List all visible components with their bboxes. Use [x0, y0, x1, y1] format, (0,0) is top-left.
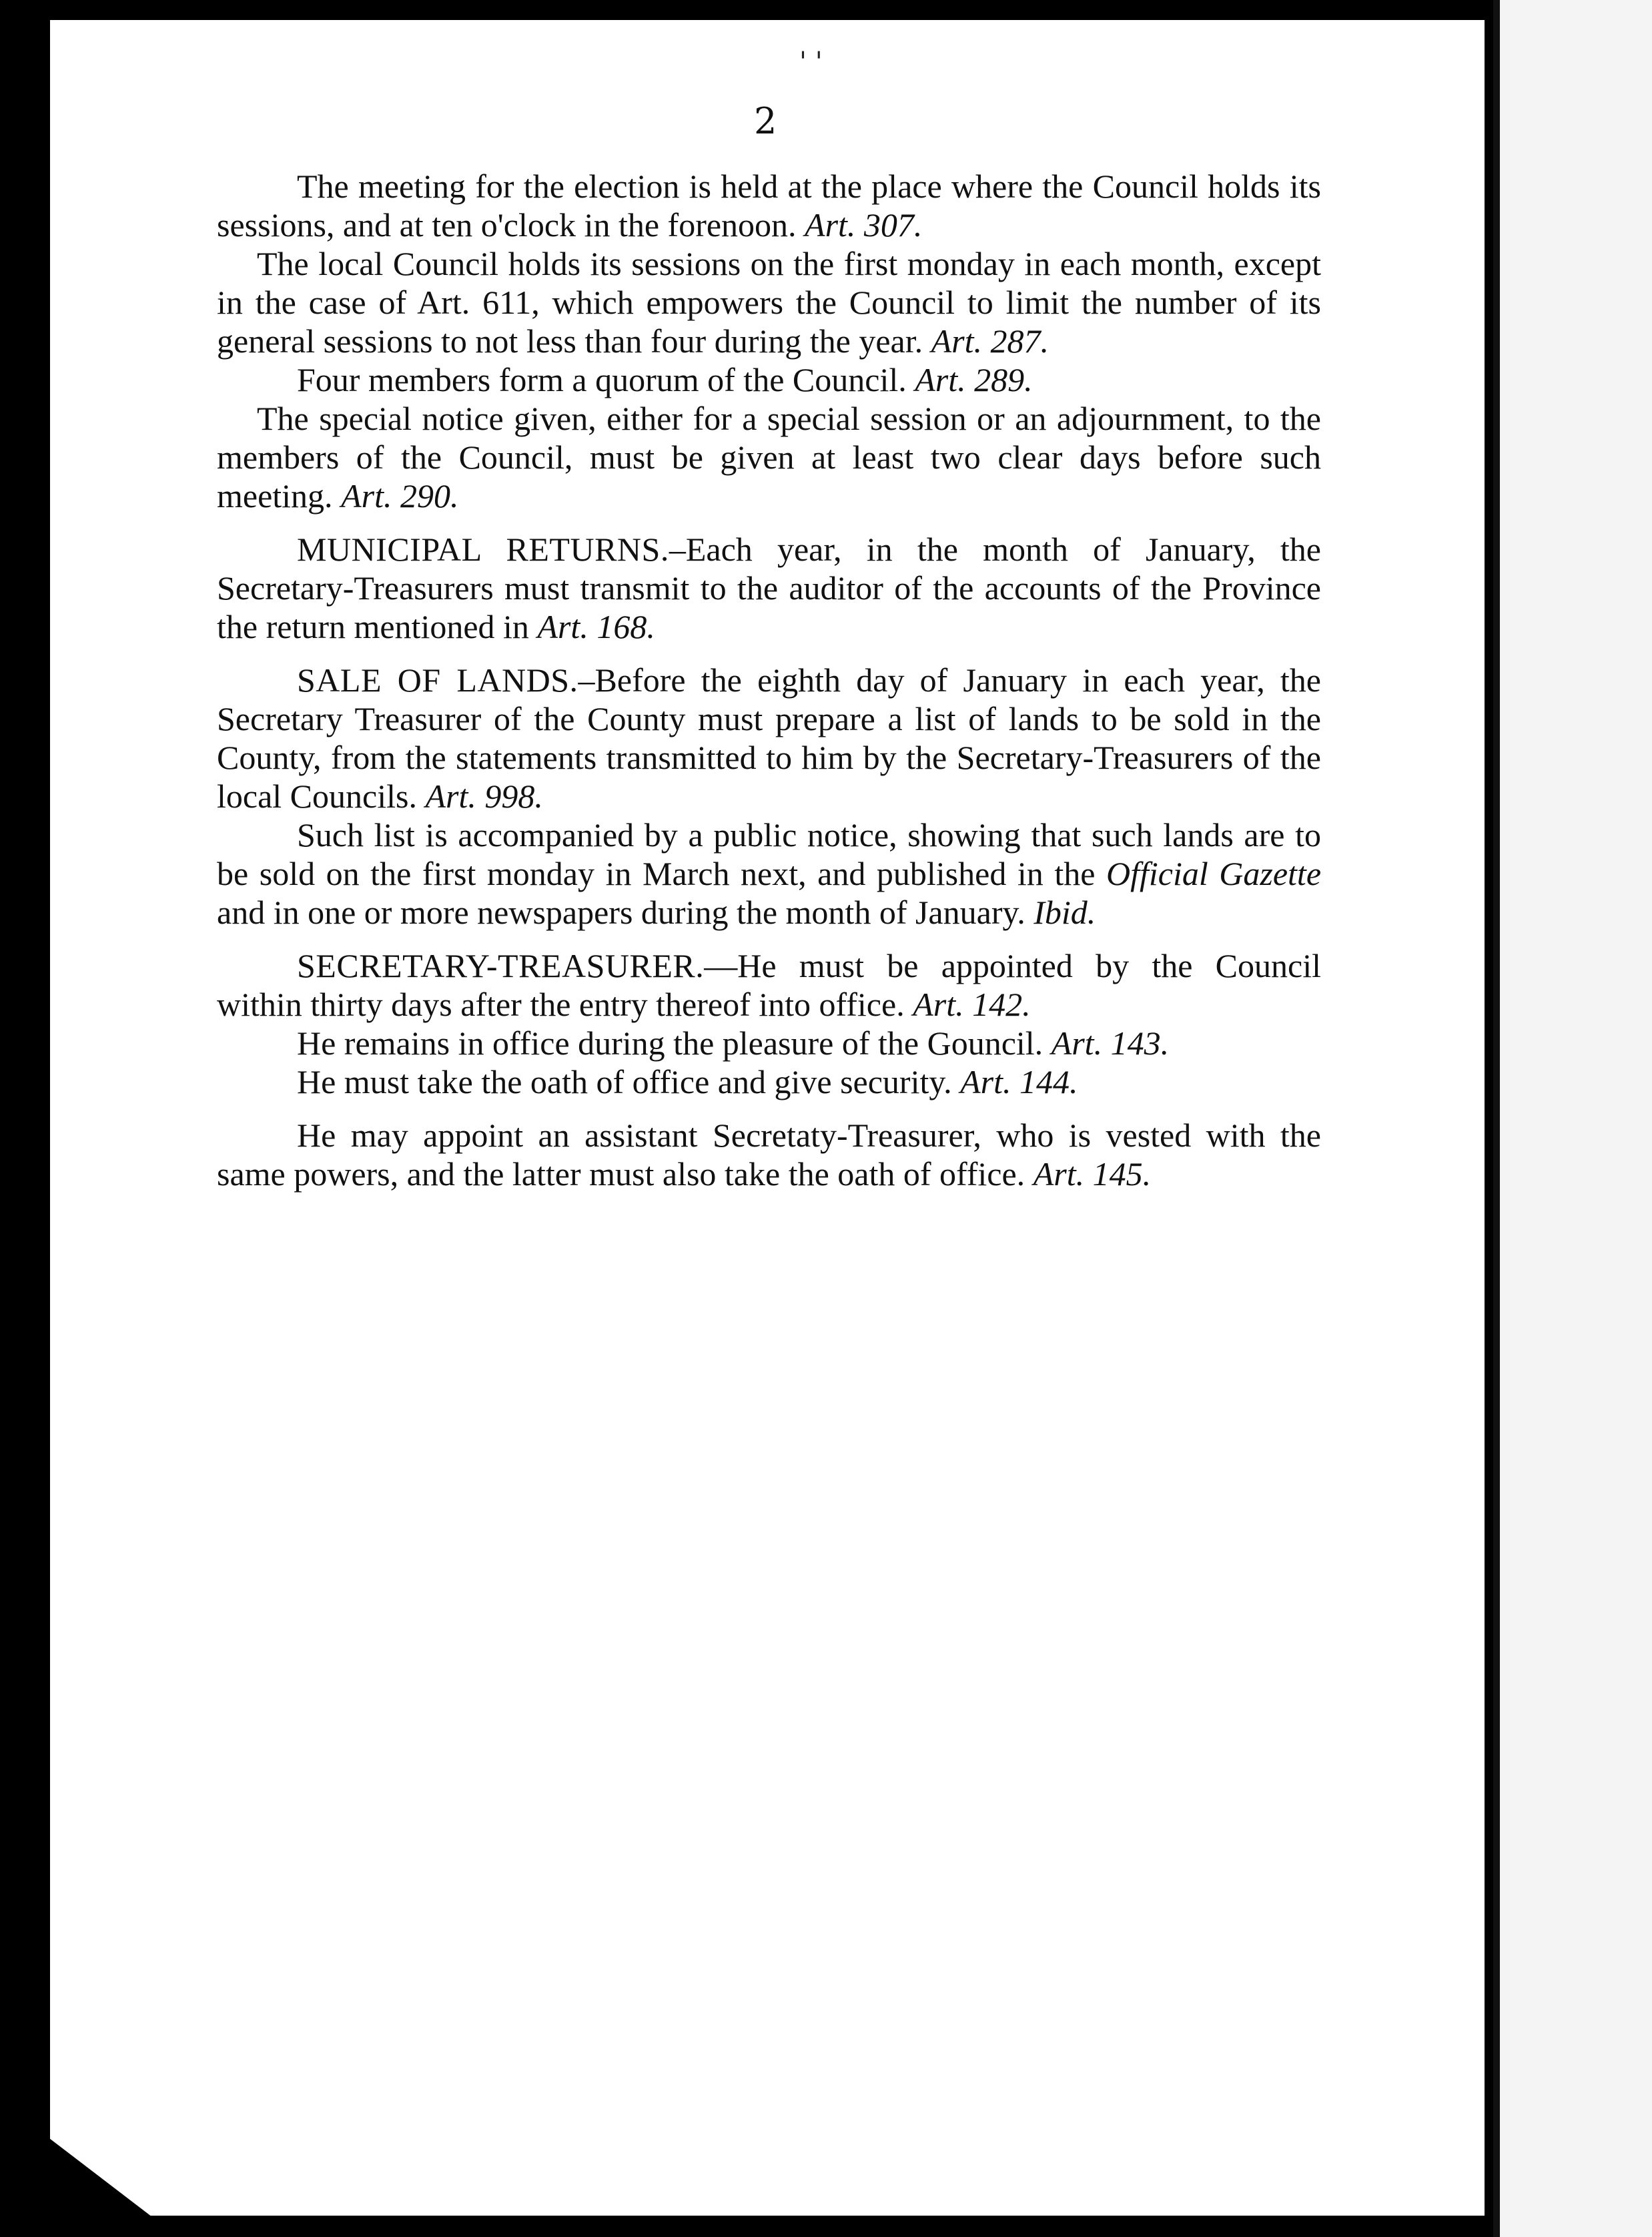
- paragraph: MUNICIPAL RETURNS.–Each year, in the month of January, the Secretary-Treasurers must transmit to the auditor of the accounts of the Province the return mentioned in Art. 168.: [217, 531, 1321, 645]
- paragraph: Four members form a quorum of the Council. Art. 289.: [297, 361, 1033, 398]
- section-heading: SECRETARY-TREASURER.: [297, 947, 705, 984]
- adjacent-page-edge: [1493, 0, 1652, 2237]
- paragraph: SECRETARY-TREASURER.—He must be appointed by the Council within thirty days after the entry thereof into office. Art. 142.: [217, 947, 1321, 1023]
- paragraph: Such list is accompanied by a public notice, showing that such lands are to be sold on the first monday in March next, and published in the Official Gazette and in one or more newspapers during the month of January. Ibid.: [217, 816, 1322, 931]
- section-heading: SALE OF LANDS.: [297, 661, 578, 699]
- page-number: 2: [754, 100, 777, 142]
- section-heading: MUNICIPAL RETURNS.: [297, 531, 669, 568]
- paragraph: The local Council holds its sessions on the first monday in each month, except in the case of Art. 611, which empowers the Council to limit the number of its general sessions to not less than four during the year. Art. 287.: [217, 245, 1321, 360]
- ink-mark: ' ': [799, 47, 823, 77]
- document-body: [217, 167, 1321, 1193]
- paragraph: The special notice given, either for a special session or an adjournment, to the members of the Council, must be given at least two clear days before such meeting. Art. 290.: [217, 400, 1321, 515]
- paragraph: He may appoint an assistant Secretaty-Treasurer, who is vested with the same powers, and the latter must also take the oath of office. Art. 145.: [217, 1116, 1321, 1193]
- paragraph: He must take the oath of office and give security. Art. 144.: [297, 1063, 1078, 1100]
- paragraph: He remains in office during the pleasure of the Gouncil. Art. 143.: [297, 1024, 1170, 1062]
- paragraph: SALE OF LANDS.–Before the eighth day of January in each year, the Secretary Treasurer of the County must prepare a list of lands to be sold in the County, from the statements transmitted to him by the Secretary-Treasurers of the local Councils. Art. 998.: [217, 661, 1321, 815]
- paragraph: The meeting for the election is held at the place where the Council holds its sessions, and at ten o'clock in the forenoon. Art. 307.: [217, 168, 1321, 244]
